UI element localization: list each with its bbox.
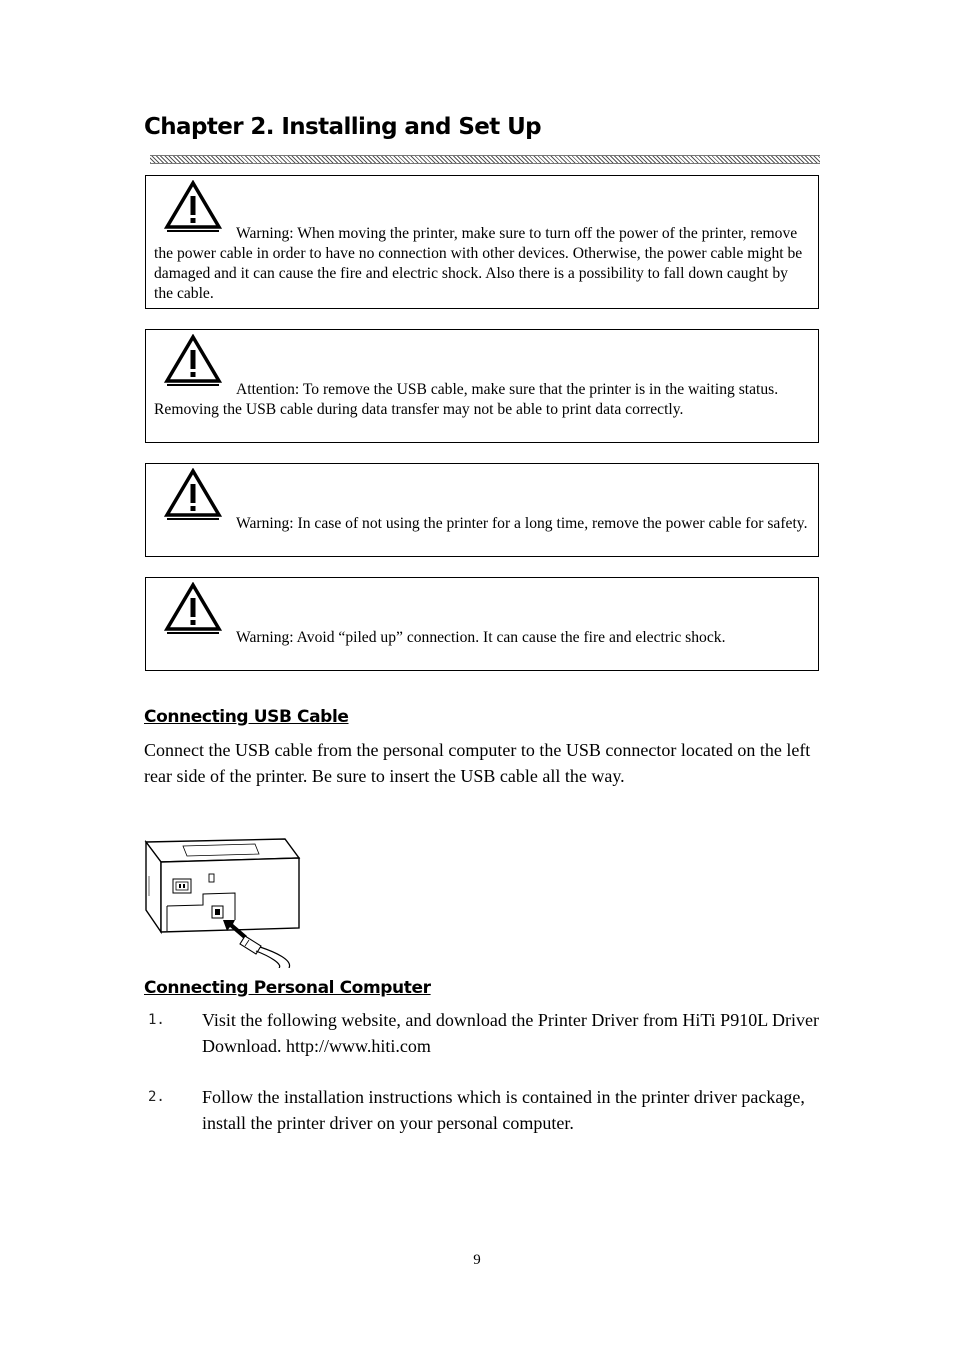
warning-text: Warning: In case of not using the printer for a long time, remove the power cable for safety. bbox=[236, 515, 808, 532]
list-item bbox=[144, 1085, 824, 1136]
section-heading-pc: Connecting Personal Computer bbox=[144, 978, 431, 998]
list-item-text: Visit the following website, and download the Printer Driver from HiTi P910L Driver Download. http://www.hiti.com bbox=[202, 1010, 820, 1056]
warning-text: Warning: Avoid “piled up” connection. It can cause the fire and electric shock. bbox=[236, 629, 726, 646]
warning-triangle-icon bbox=[164, 180, 222, 232]
warning-triangle-icon bbox=[164, 334, 222, 386]
usb-instructions: Connect the USB cable from the personal computer to the USB connector located on the left rear side of the printer. Be sure to insert the USB cable all the way. bbox=[144, 740, 811, 786]
warning-box-moving-printer bbox=[145, 175, 819, 309]
list-item-text: Follow the installation instructions which is contained in the printer driver package, install the printer driver on your personal computer. bbox=[202, 1087, 805, 1133]
warning-triangle-icon bbox=[164, 468, 222, 520]
hatched-divider bbox=[150, 155, 820, 164]
attention-text: Attention: To remove the USB cable, make sure that the printer is in the waiting status. Removing the USB cable during data transfer may not be able to print data correctly. bbox=[154, 381, 779, 418]
list-number: 1. bbox=[148, 1012, 165, 1028]
warning-triangle-icon bbox=[164, 582, 222, 634]
chapter-title: Chapter 2. Installing and Set Up bbox=[144, 114, 542, 140]
section-heading-usb: Connecting USB Cable bbox=[144, 707, 349, 727]
warning-box-long-time-unused bbox=[145, 463, 819, 557]
list-number: 2. bbox=[148, 1089, 165, 1105]
printer-usb-connection-illustration bbox=[143, 836, 303, 968]
list-item bbox=[144, 1008, 824, 1059]
warning-text: Warning: When moving the printer, make sure to turn off the power of the printer, remove the power cable in order to have no connection with other devices. Otherwise, the power cable might be damaged and it can cause the fire and electric shock. Also there is a possibility to fall down caught by the cable. bbox=[154, 225, 803, 302]
warning-box-piled-up-connection bbox=[145, 577, 819, 671]
page-number: 9 bbox=[473, 1252, 481, 1268]
attention-box-usb-removal bbox=[145, 329, 819, 443]
